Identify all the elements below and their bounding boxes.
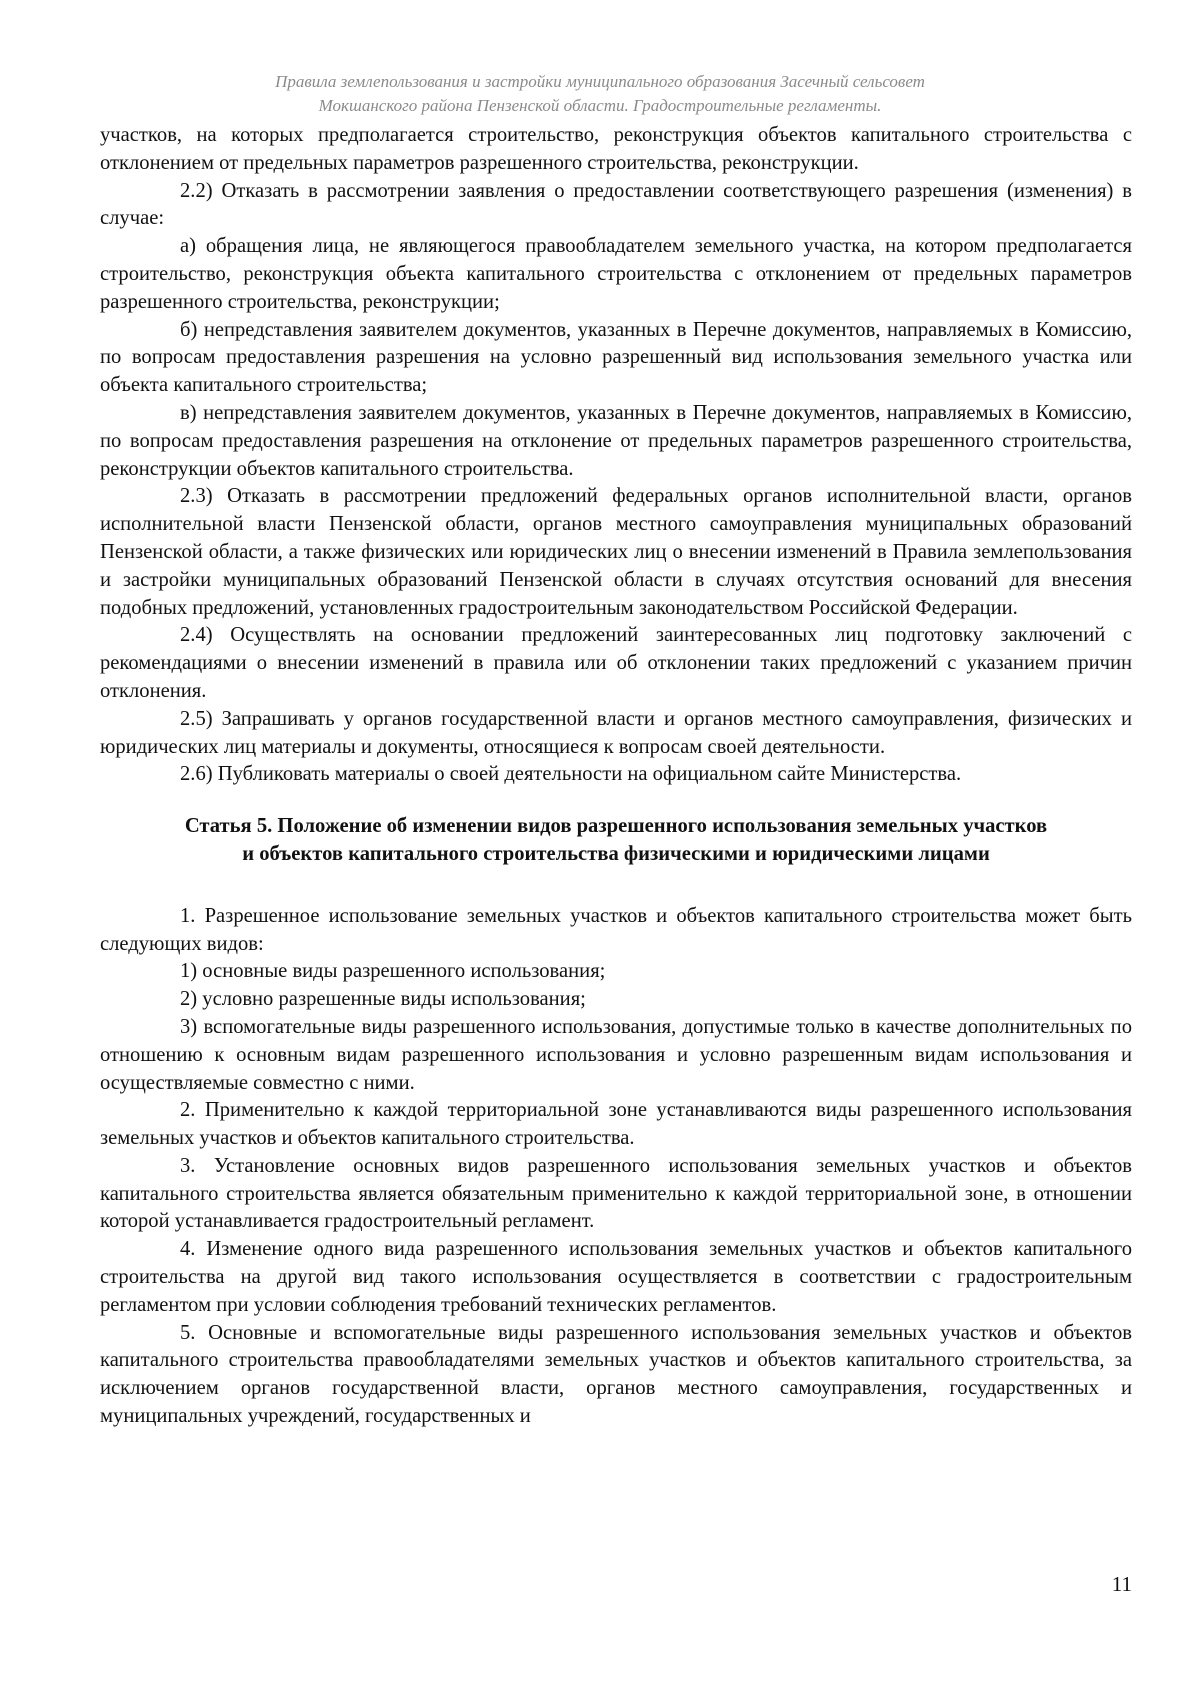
article-paragraph: 2) условно разрешенные виды использования; [180,988,586,1011]
article-paragraph: 3) вспомогательные виды разрешенного использования, допустимые только в качестве дополнительных по отношению к основным видам разрешенного использования и условно разрешенным видам использования и осуществляемые совместно с ними. [100,1015,1132,1094]
paragraph: 2.6) Публиковать материалы о своей деятельности на официальном сайте Министерства. [180,763,962,786]
article-paragraph: 2. Применительно к каждой территориальной зоне устанавливаются виды разрешенного использования земельных участков и объектов капитального строительства. [100,1099,1132,1150]
paragraph: 2.2) Отказать в рассмотрении заявления о предоставлении соответствующего разрешения (изменения) в случае: [100,179,1132,230]
article-paragraph: 3. Установление основных видов разрешенного использования земельных участков и объектов капитального строительства является обязательным применительно к каждой территориальной зоне, в отношении которой устанавливается градостроительный регламент. [100,1154,1132,1233]
paragraph: 2.3) Отказать в рассмотрении предложений федеральных органов исполнительной власти, органов исполнительной власти Пензенской области, органов местного самоуправления муниципальных образований Пензенской области, а также физических или юридических лиц о внесении изменений в Правила землепользования и застройки муниципальных образований Пензенской области в случаях отсутствия оснований для внесения подобных предложений, установленных градостроительным законодательством Российской Федерации. [100,485,1132,619]
article-heading-line-2: и объектов капитального строительства физическими и юридическими лицами [242,842,990,865]
running-header [100,70,1100,118]
paragraph: б) непредставления заявителем документов, указанных в Перечне документов, направляемых в Комиссию, по вопросам предоставления разрешения на условно разрешенный вид использования земельного участка или объекта капитального строительства; [100,318,1132,397]
paragraph: участков, на которых предполагается строительство, реконструкция объектов капитального строительства с отклонением от предельных параметров разрешенного строительства, реконструкции. [100,124,1132,174]
paragraph: 2.5) Запрашивать у органов государственной власти и органов местного самоуправления, физических и юридических лиц материалы и документы, относящиеся к вопросам своей деятельности. [100,707,1132,758]
article-heading [100,813,1132,869]
paragraph: в) непредставления заявителем документов, указанных в Перечне документов, направляемых в Комиссию, по вопросам предоставления разрешения на отклонение от предельных параметров разрешенного строительства, реконструкции объектов капитального строительства. [100,401,1132,480]
header-line-2: Мокшанского района Пензенской области. Градостроительные регламенты. [318,96,882,115]
article-paragraph: 4. Изменение одного вида разрешенного использования земельных участков и объектов капитального строительства на другой вид такого использования осуществляется в соответствии с градостроительным регламентом при условии соблюдения требований технических регламентов. [100,1238,1132,1316]
article-paragraph: 1) основные виды разрешенного использования; [180,960,606,983]
document-body [100,122,1132,1431]
header-line-1: Правила землепользования и застройки муниципального образования Засечный сельсовет [275,72,925,91]
article-paragraph: 1. Разрешенное использование земельных участков и объектов капитального строительства может быть следующих видов: [100,904,1132,955]
article-heading-line-1: Статья 5. Положение об изменении видов разрешенного использования земельных участков [184,815,1048,838]
paragraph: а) обращения лица, не являющегося правообладателем земельного участка, на котором предполагается строительство, реконструкция объекта капитального строительства с отклонением от предельных параметров разрешенного строительства, реконструкции; [100,235,1132,313]
paragraph: 2.4) Осуществлять на основании предложений заинтересованных лиц подготовку заключений с рекомендациями о внесении изменений в правила или об отклонении таких предложений с указанием причин отклонения. [100,624,1132,702]
article-paragraph: 5. Основные и вспомогательные виды разрешенного использования земельных участков и объектов капитального строительства правообладателями земельных участков и объектов капитального строительства, за исключением органов государственной власти, органов местного самоуправления, государственных и муниципальных учреждений, государственных и [100,1321,1132,1428]
page-number: 11 [1111,1572,1132,1596]
